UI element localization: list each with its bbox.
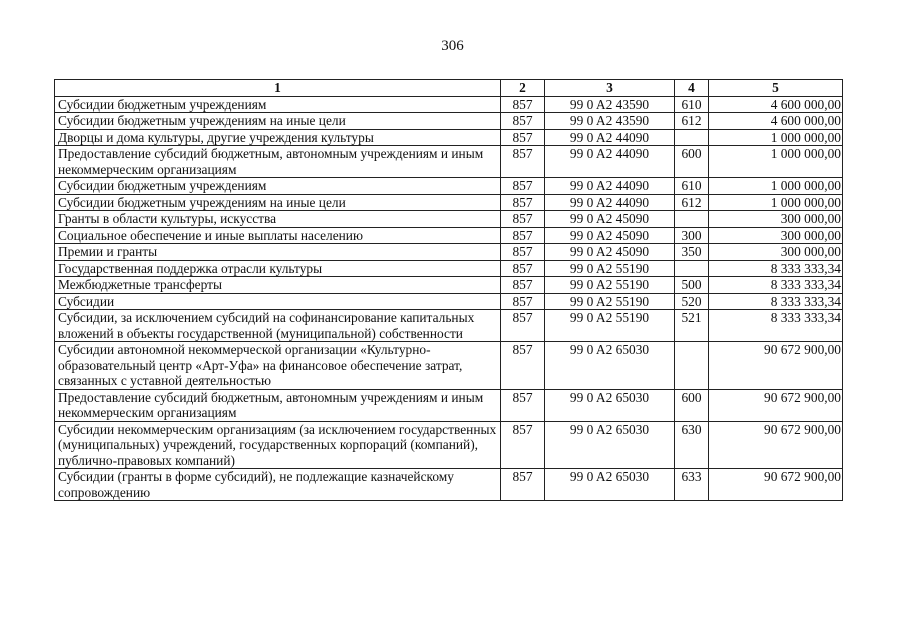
cell-col3: 99 0 A2 65030: [545, 389, 675, 421]
cell-col5: 1 000 000,00: [709, 178, 843, 195]
cell-col4: 610: [675, 178, 709, 195]
cell-col4: 610: [675, 96, 709, 113]
cell-col2: 857: [501, 146, 545, 178]
cell-col2: 857: [501, 260, 545, 277]
cell-col2: 857: [501, 421, 545, 469]
table-row: [55, 129, 843, 146]
cell-col3: 99 0 A2 65030: [545, 342, 675, 390]
cell-col3: 99 0 A2 44090: [545, 178, 675, 195]
cell-col5: 300 000,00: [709, 211, 843, 228]
cell-col5: 8 333 333,34: [709, 260, 843, 277]
cell-col3: 99 0 A2 55190: [545, 277, 675, 294]
cell-name: Дворцы и дома культуры, другие учреждения культуры: [55, 129, 501, 146]
cell-col2: 857: [501, 277, 545, 294]
cell-col5: 4 600 000,00: [709, 96, 843, 113]
cell-col2: 857: [501, 129, 545, 146]
cell-col4: [675, 260, 709, 277]
cell-col4: [675, 342, 709, 390]
cell-col3: 99 0 A2 43590: [545, 113, 675, 130]
cell-name: Субсидии бюджетным учреждениям: [55, 178, 501, 195]
cell-name: Субсидии, за исключением субсидий на софинансирование капитальных вложений в объекты государственной (муниципальной) собственности: [55, 310, 501, 342]
table-row: [55, 178, 843, 195]
cell-name: Межбюджетные трансферты: [55, 277, 501, 294]
cell-name: Субсидии: [55, 293, 501, 310]
cell-name: Субсидии некоммерческим организациям (за исключением государственных (муниципальных) учреждений, государственных корпораций (компаний), публично-правовых компаний): [55, 421, 501, 469]
cell-col2: 857: [501, 178, 545, 195]
cell-col3: 99 0 A2 55190: [545, 310, 675, 342]
cell-col3: 99 0 A2 44090: [545, 129, 675, 146]
cell-col2: 857: [501, 96, 545, 113]
cell-col4: 612: [675, 194, 709, 211]
header-cell-1: 1: [55, 80, 501, 97]
cell-col2: 857: [501, 211, 545, 228]
cell-name: Субсидии бюджетным учреждениям на иные цели: [55, 194, 501, 211]
table-row: [55, 194, 843, 211]
cell-col5: 8 333 333,34: [709, 310, 843, 342]
cell-col2: 857: [501, 342, 545, 390]
cell-col4: 500: [675, 277, 709, 294]
cell-col5: 1 000 000,00: [709, 146, 843, 178]
cell-name: Предоставление субсидий бюджетным, автономным учреждениям и иным некоммерческим организациям: [55, 389, 501, 421]
header-row: [55, 80, 843, 97]
cell-col3: 99 0 A2 44090: [545, 146, 675, 178]
cell-col5: 8 333 333,34: [709, 293, 843, 310]
cell-col3: 99 0 A2 45090: [545, 244, 675, 261]
table-row: [55, 277, 843, 294]
table-row: [55, 227, 843, 244]
table-row: [55, 96, 843, 113]
cell-col2: 857: [501, 244, 545, 261]
table-row: [55, 293, 843, 310]
header-cell-4: 4: [675, 80, 709, 97]
cell-col5: 1 000 000,00: [709, 129, 843, 146]
header-cell-2: 2: [501, 80, 545, 97]
cell-col5: 300 000,00: [709, 244, 843, 261]
cell-col3: 99 0 A2 65030: [545, 469, 675, 501]
cell-col4: 630: [675, 421, 709, 469]
cell-col4: 350: [675, 244, 709, 261]
cell-col5: 4 600 000,00: [709, 113, 843, 130]
table-row: [55, 113, 843, 130]
cell-col3: 99 0 A2 55190: [545, 293, 675, 310]
table-row: [55, 389, 843, 421]
cell-col3: 99 0 A2 44090: [545, 194, 675, 211]
cell-col4: 612: [675, 113, 709, 130]
table-body: [55, 96, 843, 501]
cell-col2: 857: [501, 469, 545, 501]
header-cell-5: 5: [709, 80, 843, 97]
cell-name: Субсидии (гранты в форме субсидий), не подлежащие казначейскому сопровождению: [55, 469, 501, 501]
header-cell-3: 3: [545, 80, 675, 97]
cell-col3: 99 0 A2 45090: [545, 211, 675, 228]
cell-col4: [675, 211, 709, 228]
cell-name: Гранты в области культуры, искусства: [55, 211, 501, 228]
cell-col2: 857: [501, 310, 545, 342]
cell-col3: 99 0 A2 65030: [545, 421, 675, 469]
cell-name: Премии и гранты: [55, 244, 501, 261]
cell-col2: 857: [501, 293, 545, 310]
cell-col4: 600: [675, 389, 709, 421]
cell-col4: 633: [675, 469, 709, 501]
cell-name: Социальное обеспечение и иные выплаты населению: [55, 227, 501, 244]
cell-col5: 8 333 333,34: [709, 277, 843, 294]
cell-col5: 90 672 900,00: [709, 421, 843, 469]
cell-col5: 90 672 900,00: [709, 469, 843, 501]
cell-col5: 300 000,00: [709, 227, 843, 244]
table-row: [55, 211, 843, 228]
cell-name: Предоставление субсидий бюджетным, автономным учреждениям и иным некоммерческим организациям: [55, 146, 501, 178]
table-row: [55, 260, 843, 277]
table-row: [55, 469, 843, 501]
cell-col4: 521: [675, 310, 709, 342]
cell-col2: 857: [501, 194, 545, 211]
table-row: [55, 146, 843, 178]
budget-table: [54, 79, 843, 501]
cell-name: Субсидии бюджетным учреждениям: [55, 96, 501, 113]
cell-name: Субсидии бюджетным учреждениям на иные цели: [55, 113, 501, 130]
cell-name: Субсидии автономной некоммерческой организации «Культурно-образовательный центр «Арт-Уфа» на финансовое обеспечение затрат, связанных с уставной деятельностью: [55, 342, 501, 390]
table-row: [55, 310, 843, 342]
cell-name: Государственная поддержка отрасли культуры: [55, 260, 501, 277]
table-row: [55, 342, 843, 390]
cell-col4: 520: [675, 293, 709, 310]
cell-col5: 1 000 000,00: [709, 194, 843, 211]
table-row: [55, 244, 843, 261]
cell-col2: 857: [501, 227, 545, 244]
cell-col2: 857: [501, 113, 545, 130]
cell-col3: 99 0 A2 55190: [545, 260, 675, 277]
cell-col5: 90 672 900,00: [709, 342, 843, 390]
table-row: [55, 421, 843, 469]
cell-col4: 600: [675, 146, 709, 178]
cell-col5: 90 672 900,00: [709, 389, 843, 421]
cell-col3: 99 0 A2 43590: [545, 96, 675, 113]
page-number: 306: [441, 38, 464, 54]
cell-col4: [675, 129, 709, 146]
cell-col3: 99 0 A2 45090: [545, 227, 675, 244]
cell-col4: 300: [675, 227, 709, 244]
cell-col2: 857: [501, 389, 545, 421]
